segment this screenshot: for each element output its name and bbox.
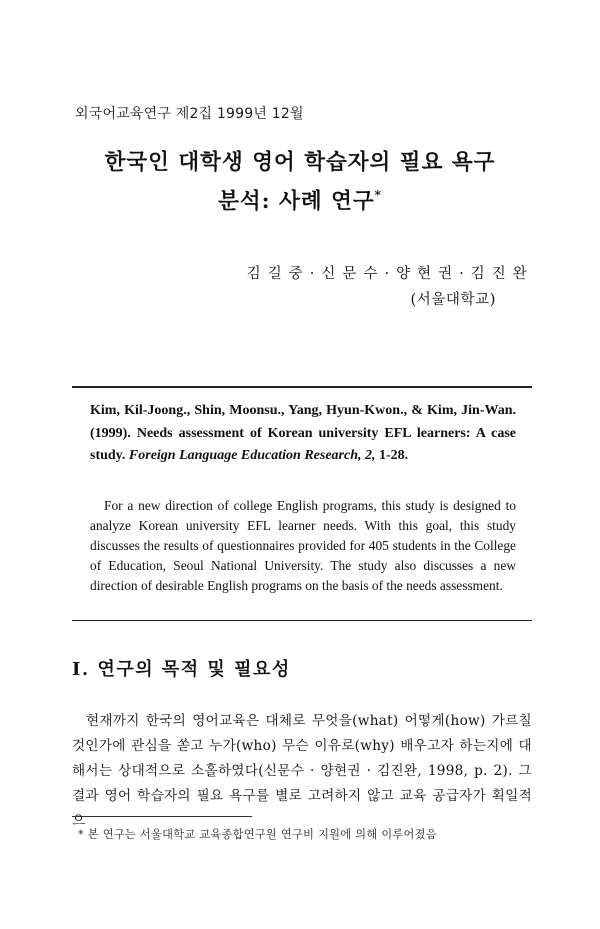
body-paragraph: 현재까지 한국의 영어교육은 대체로 무엇을(what) 어떻게(how) 가르칠 것인가에 관심을 쏟고 누가(who) 무슨 이유로(why) 배우고자 하는지에 대해서는 상대적으로 소홀하였다(신문수 · 양현권 · 김진완, 1998, p. 2). 그 결과 영어 학습자의 필요 욕구를 별로 고려하지 않고 교육 공급자가 획일적으 [72, 713, 532, 829]
footnote-divider [72, 816, 252, 817]
abstract-divider [72, 620, 532, 621]
top-divider [72, 386, 532, 388]
title-footnote-mark: * [374, 188, 382, 202]
citation-pages: 1-28. [379, 448, 409, 463]
journal-header: 외국어교육연구 제2집 1999년 12월 [75, 106, 304, 122]
paper-title-line-2-text: 분석: 사례 연구 [218, 189, 375, 214]
author-affiliation: (서울대학교) [410, 292, 496, 308]
abstract-paragraph: For a new direction of college English programs, this study is designed to analyze Korean university EFL learner needs. With this goal, this study discusses the results of questionnaires provided for 405 students in the College of Education, Seoul National University. The study also discusses a new direction of desirable English programs on the basis of the needs assessment. [90, 498, 516, 593]
paper-title-line-2 [60, 179, 540, 218]
author-names: 김 길 중 · 신 문 수 · 양 현 권 · 김 진 완 [246, 266, 528, 282]
citation-journal: Foreign Language Education Research, 2, [128, 448, 376, 463]
citation-block [90, 400, 516, 468]
paper-title [60, 147, 540, 218]
citation-main: Kim, Kil-Joong., Shin, Moonsu., Yang, Hyun-Kwon., & Kim, Jin-Wan. (1999). Needs assessment of Korean university EFL learners: A case study. [90, 403, 516, 463]
footnote: * 본 연구는 서울대학교 교육종합연구원 연구비 지원에 의해 이루어졌음 [78, 828, 437, 841]
author-block [247, 261, 528, 313]
paper-title-line-1: 한국인 대학생 영어 학습자의 필요 욕구 [104, 150, 496, 175]
section-heading: I. 연구의 목적 및 필요성 [72, 659, 291, 680]
